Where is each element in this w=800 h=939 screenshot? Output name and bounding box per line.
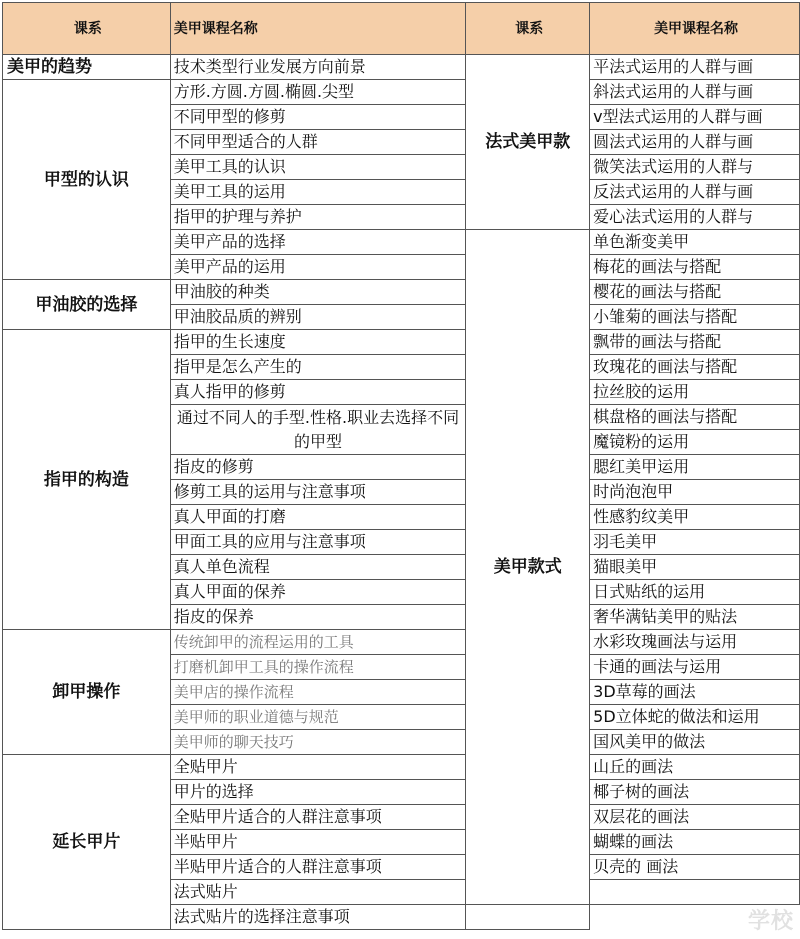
category-gel: 甲油胶的选择 (3, 280, 171, 330)
course-name-right: 蝴蝶的画法 (590, 830, 800, 855)
course-name-left: 修剪工具的运用与注意事项 (170, 480, 466, 505)
course-name-left: 指甲的生长速度 (170, 330, 466, 355)
course-name-left: 半贴甲片适合的人群注意事项 (170, 855, 466, 880)
category-remove: 卸甲操作 (3, 630, 171, 755)
course-name-right: 单色渐变美甲 (590, 230, 800, 255)
course-table (2, 2, 800, 930)
course-name-left: 甲油胶的种类 (170, 280, 466, 305)
header-category-1: 课系 (3, 3, 171, 55)
empty-cell (590, 880, 800, 905)
table-row (3, 280, 800, 305)
course-name-left: 美甲工具的认识 (170, 155, 466, 180)
course-name-right: 日式贴纸的运用 (590, 580, 800, 605)
course-name-right: 水彩玫瑰画法与运用 (590, 630, 800, 655)
course-name-right: 山丘的画法 (590, 755, 800, 780)
course-name-right: 玫瑰花的画法与搭配 (590, 355, 800, 380)
course-name-right: 棋盘格的画法与搭配 (590, 405, 800, 430)
course-name-left: 不同甲型的修剪 (170, 105, 466, 130)
course-name-right: 时尚泡泡甲 (590, 480, 800, 505)
watermark-logo: 学校 (747, 909, 794, 934)
course-name-left: 指皮的修剪 (170, 455, 466, 480)
course-name-left: 美甲产品的选择 (170, 230, 466, 255)
course-name-left: 真人甲面的保养 (170, 580, 466, 605)
course-name-left: 半贴甲片 (170, 830, 466, 855)
course-name-left: 不同甲型适合的人群 (170, 130, 466, 155)
course-name-left: 真人甲面的打磨 (170, 505, 466, 530)
category-trend: 美甲的趋势 (3, 55, 171, 80)
category-style: 美甲款式 (466, 230, 590, 905)
category-structure: 指甲的构造 (3, 330, 171, 630)
course-name-right: 魔镜粉的运用 (590, 430, 800, 455)
course-name-left: 美甲师的聊天技巧 (170, 730, 466, 755)
course-name-left: 甲片的选择 (170, 780, 466, 805)
course-name-right: 斜法式运用的人群与画 (590, 80, 800, 105)
course-name-left: 法式贴片 (170, 880, 466, 905)
course-name-left: 通过不同人的手型.性格.职业去选择不同的甲型 (170, 405, 466, 455)
course-name-right: 5D立体蛇的做法和运用 (590, 705, 800, 730)
course-name-left: 指皮的保养 (170, 605, 466, 630)
course-name-left: 真人指甲的修剪 (170, 380, 466, 405)
course-name-right: 爱心法式运用的人群与 (590, 205, 800, 230)
course-name-right: 性感豹纹美甲 (590, 505, 800, 530)
category-french: 法式美甲款 (466, 55, 590, 230)
course-name-right: 飘带的画法与搭配 (590, 330, 800, 355)
course-name-right: 反法式运用的人群与画 (590, 180, 800, 205)
empty-cell (466, 905, 590, 930)
course-name-left: 技术类型行业发展方向前景 (170, 55, 466, 80)
course-name-left: 美甲产品的运用 (170, 255, 466, 280)
course-name-right: 羽毛美甲 (590, 530, 800, 555)
header-row (3, 3, 800, 55)
course-name-left: 方形.方圆.方圆.椭圆.尖型 (170, 80, 466, 105)
course-name-right: 椰子树的画法 (590, 780, 800, 805)
category-extend: 延长甲片 (3, 755, 171, 930)
header-category-2: 课系 (466, 3, 590, 55)
course-name-left: 甲油胶品质的辨别 (170, 305, 466, 330)
table-row (3, 55, 800, 80)
course-name-left: 打磨机卸甲工具的操作流程 (170, 655, 466, 680)
course-name-left: 美甲店的操作流程 (170, 680, 466, 705)
table-row (3, 630, 800, 655)
category-shape: 甲型的认识 (3, 80, 171, 280)
course-name-right: 奢华满钻美甲的贴法 (590, 605, 800, 630)
course-name-right: 微笑法式运用的人群与 (590, 155, 800, 180)
course-name-left: 法式贴片的选择注意事项 (170, 905, 466, 930)
table-row (3, 330, 800, 355)
header-course-name-1: 美甲课程名称 (170, 3, 466, 55)
course-name-right: 樱花的画法与搭配 (590, 280, 800, 305)
course-name-left: 甲面工具的应用与注意事项 (170, 530, 466, 555)
course-name-left: 全贴甲片适合的人群注意事项 (170, 805, 466, 830)
course-name-right: 梅花的画法与搭配 (590, 255, 800, 280)
course-name-left: 美甲工具的运用 (170, 180, 466, 205)
course-name-left: 指甲的护理与养护 (170, 205, 466, 230)
course-name-right: 双层花的画法 (590, 805, 800, 830)
course-name-right: 腮红美甲运用 (590, 455, 800, 480)
course-name-right: 拉丝胶的运用 (590, 380, 800, 405)
course-name-right: v型法式运用的人群与画 (590, 105, 800, 130)
course-name-left: 指甲是怎么产生的 (170, 355, 466, 380)
course-name-right: 平法式运用的人群与画 (590, 55, 800, 80)
course-name-left: 传统卸甲的流程运用的工具 (170, 630, 466, 655)
course-name-right: 3D草莓的画法 (590, 680, 800, 705)
course-name-right: 国风美甲的做法 (590, 730, 800, 755)
header-course-name-2: 美甲课程名称 (590, 3, 800, 55)
course-name-right: 贝壳的 画法 (590, 855, 800, 880)
course-name-right: 圆法式运用的人群与画 (590, 130, 800, 155)
course-name-right: 卡通的画法与运用 (590, 655, 800, 680)
course-name-left: 全贴甲片 (170, 755, 466, 780)
course-name-left: 美甲师的职业道德与规范 (170, 705, 466, 730)
table-row (3, 755, 800, 780)
course-name-right: 猫眼美甲 (590, 555, 800, 580)
course-name-left: 真人单色流程 (170, 555, 466, 580)
table-row (3, 80, 800, 105)
course-name-right: 小雏菊的画法与搭配 (590, 305, 800, 330)
